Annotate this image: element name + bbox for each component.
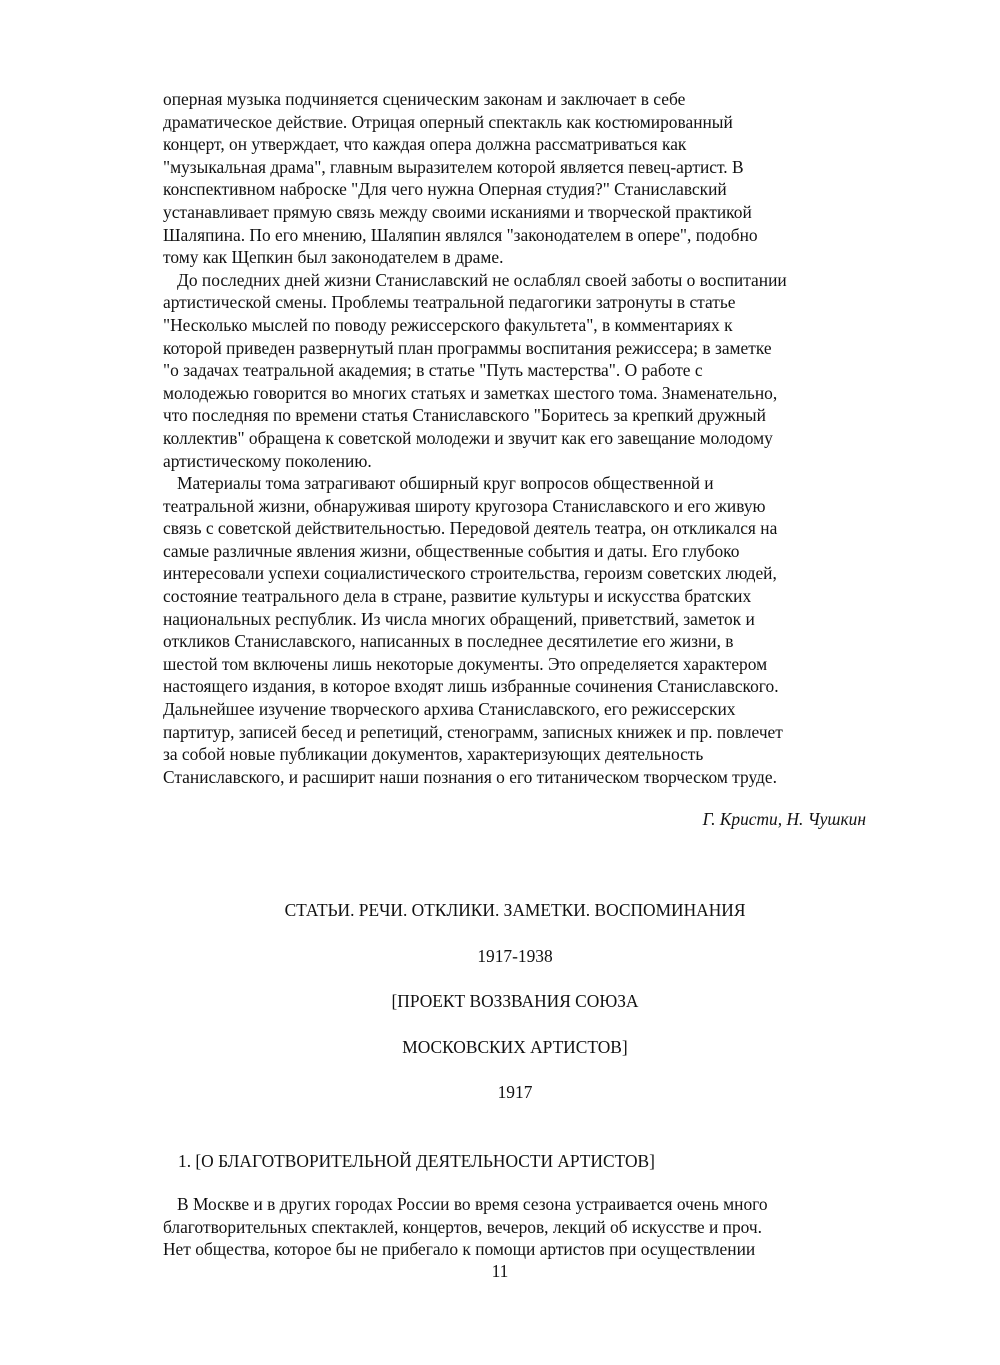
text-line: театральной жизни, обнаруживая широту кругозора Станиславского и его живую [163,495,766,516]
text-line: благотворительных спектаклей, концертов, вечеров, лекций об искусстве и проч. [163,1216,762,1237]
text-line: национальных республик. Из числа многих обращений, приветствий, заметок и [163,608,755,629]
text-line: концерт, он утверждает, что каждая опера должна рассматриваться как [163,134,687,155]
section-heading: СТАТЬИ. РЕЧИ. ОТКЛИКИ. ЗАМЕТКИ. ВОСПОМИНАНИЯ [284,900,746,920]
author-signature: Г. Кристи, Н. Чушкин [702,809,866,829]
text-line: "Несколько мыслей по поводу режиссерского факультета", в комментариях к [163,314,733,335]
text-line: коллектив" обращена к советской молодежи и звучит как его завещание молодому [163,427,773,448]
text-line: Шаляпина. По его мнению, Шаляпин являлся "законодателем в опере", подобно [163,224,758,245]
section-years: 1917-1938 [477,946,553,966]
text-line: Нет общества, которое бы не прибегало к помощи артистов при осуществлении [163,1239,756,1260]
text-line: оперная музыка подчиняется сценическим законам и заключает в себе [163,89,686,109]
text-line: которой приведен развернутый план программы воспитания режиссера; в заметке [163,337,772,358]
document-year: 1917 [497,1082,533,1102]
paragraph-volume-materials [163,472,873,788]
text-line: за собой новые публикации документов, характеризующих деятельность [163,744,704,765]
document-title-line-1: [ПРОЕКТ ВОЗЗВАНИЯ СОЮЗА [391,991,639,1011]
text-line: молодежью говорится во многих статьях и заметках шестого тома. Знаменательно, [163,382,778,403]
page-number: 11 [491,1261,509,1281]
text-line: артистической смены. Проблемы театральной педагогики затронуты в статье [163,292,736,313]
text-line: драматическое действие. Отрицая оперный спектакль как костюмированный [163,111,733,132]
text-line: Дальнейшее изучение творческого архива Станиславского, его режиссерских [163,699,736,720]
text-line: что последняя по времени статья Станиславского "Боритесь за крепкий дружный [163,405,766,426]
text-line: интересовали успехи социалистического строительства, героизм советских людей, [163,563,777,584]
text-line: настоящего издания, в которое входят лишь избранные сочинения Станиславского. [163,676,779,697]
document-title-line-2: МОСКОВСКИХ АРТИСТОВ] [402,1037,628,1057]
text-line: Станиславского, и расширит наши познания о его титаническом творческом труде. [163,766,777,787]
subsection-title: 1. [О БЛАГОТВОРИТЕЛЬНОЙ ДЕЯТЕЛЬНОСТИ АРТИСТОВ] [178,1151,655,1171]
text-line: До последних дней жизни Станиславский не ослаблял своей заботы о воспитании [177,269,787,290]
text-line: "музыкальная драма", главным выразителем которой является певец-артист. В [163,156,744,177]
text-line: конспективном наброске "Для чего нужна Оперная студия?" Станиславский [163,179,727,200]
text-line: артистическому поколению. [163,450,372,471]
intro-text [163,88,873,788]
text-line: шестой том включены лишь некоторые документы. Это определяется характером [163,653,768,674]
text-line: самые различные явления жизни, общественные события и даты. Его глубоко [163,540,740,561]
text-line: связь с советской действительностью. Передовой деятель театра, он откликался на [163,518,778,539]
paragraph-artistic-education [163,269,873,472]
text-line: партитур, записей бесед и репетиций, стенограмм, записных книжек и пр. повлечет [163,721,783,742]
paragraph-opera-drama [163,88,873,269]
text-line: В Москве и в других городах России во время сезона устраивается очень много [177,1194,768,1214]
text-line: устанавливает прямую связь между своими исканиями и творческой практикой [163,201,752,222]
paragraph-charity [163,1193,873,1261]
text-line: состояние театрального дела в стране, развитие культуры и искусства братских [163,586,752,607]
text-line: тому как Щепкин был законодателем в драме. [163,247,504,268]
text-line: Материалы тома затрагивают обширный круг вопросов общественной и [177,473,714,494]
text-line: откликов Станиславского, написанных в последнее десятилетие его жизни, в [163,631,734,652]
text-line: "о задачах театральной академия; в статье "Путь мастерства". О работе с [163,360,703,381]
